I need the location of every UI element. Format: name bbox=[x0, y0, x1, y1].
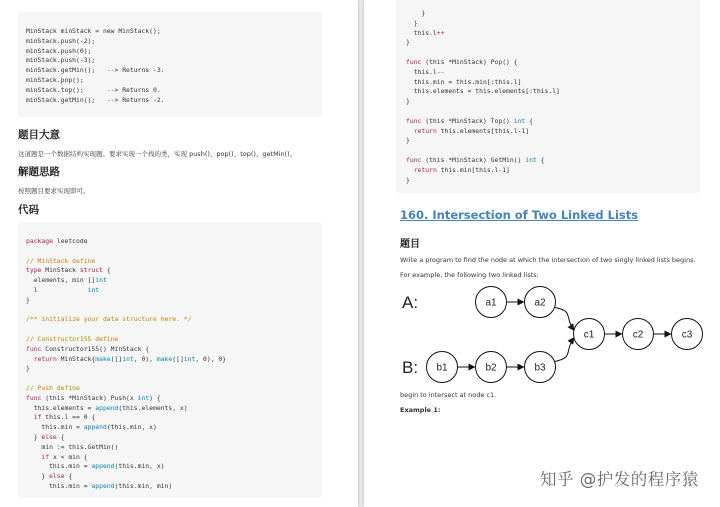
heading-idea: 解题思路 bbox=[18, 166, 60, 178]
heading-code: 代码 bbox=[18, 204, 39, 216]
code-line: this.min = append(this.min, x) bbox=[26, 423, 157, 432]
code-line: minStack.push(-2); bbox=[26, 36, 96, 45]
example-code-block bbox=[18, 12, 322, 117]
example-intro-text: For example, the following two linked lists: bbox=[400, 271, 539, 279]
code-line: } bbox=[406, 136, 410, 145]
node-a2 bbox=[525, 287, 556, 318]
node-label: b2 bbox=[485, 362, 497, 374]
summary-text: 这道题是一个数据结构实现题。要求实现一个栈的类，实现 push()、pop()、top()、getMin()。 bbox=[18, 150, 297, 158]
code-line: } bbox=[26, 295, 30, 304]
code-line bbox=[26, 247, 322, 257]
code-line bbox=[26, 374, 322, 384]
code-line: return this.elements[this.l-1] bbox=[413, 126, 530, 135]
code-line: elements, min []int bbox=[26, 276, 107, 285]
problem-text: Write a program to find the node at which the intersection of two singly linked lists begins. bbox=[400, 256, 696, 264]
node-label: c3 bbox=[681, 329, 693, 341]
code-line: this.l-- bbox=[406, 67, 445, 76]
code-line: this.elements = this.elements[:this.l] bbox=[406, 87, 560, 96]
node-b2 bbox=[476, 352, 507, 383]
code-line: func (this *MinStack) GetMin() int { bbox=[406, 155, 545, 164]
code-line: func (this *MinStack) Push(x int) { bbox=[26, 393, 161, 402]
code-line: } bbox=[26, 364, 30, 373]
node-c3 bbox=[672, 319, 703, 350]
code-line: MinStack minStack = new MinStack(); bbox=[26, 27, 161, 35]
code-line: // Push define bbox=[26, 383, 80, 392]
code-line: } else { bbox=[26, 432, 65, 441]
code-line: func (this *MinStack) Top() int { bbox=[406, 116, 533, 125]
node-c2 bbox=[623, 319, 654, 350]
node-label: b1 bbox=[436, 362, 448, 374]
code-line: this.min = append(this.min, x) bbox=[26, 462, 165, 471]
code-line: // Constructor155 define bbox=[26, 334, 119, 343]
left-document-page bbox=[0, 0, 358, 507]
code-line: } bbox=[406, 97, 410, 106]
idea-text: 按照题目要求实现即可。 bbox=[18, 187, 90, 195]
code-line bbox=[26, 325, 322, 335]
code-line: min := this.GetMin() bbox=[26, 442, 119, 451]
list-b-label: B: bbox=[402, 358, 419, 377]
right-document-page bbox=[364, 0, 720, 507]
heading-problem: 题目 bbox=[400, 239, 420, 250]
code-line: type MinStack struct { bbox=[26, 266, 111, 275]
solution-code-block bbox=[18, 222, 322, 498]
code-line: package leetcode bbox=[26, 237, 88, 245]
code-line: } bbox=[406, 18, 418, 27]
linked-lists-diagram bbox=[364, 0, 720, 507]
code-line: minStack.getMin(); --> Returns -2. bbox=[26, 95, 165, 104]
code-line: this.elements = append(this.elements, x) bbox=[26, 403, 188, 412]
code-line: minStack.getMin(); --> Returns -3. bbox=[26, 66, 165, 75]
code-line: if x < min { bbox=[41, 452, 88, 461]
code-line: func Constructor155() MinStack { bbox=[26, 344, 150, 353]
node-b3 bbox=[525, 352, 556, 383]
code-line: } bbox=[406, 9, 426, 17]
heading-summary: 题目大意 bbox=[18, 129, 60, 141]
code-line: minStack.top(); --> Returns 0. bbox=[26, 85, 161, 94]
code-line: minStack.push(-3); bbox=[26, 56, 96, 65]
node-label: a1 bbox=[485, 297, 497, 309]
arrow-a2-to-c1 bbox=[554, 307, 573, 330]
code-line: this.min = this.min[:this.l] bbox=[406, 77, 522, 86]
code-line: return this.min[this.l-1] bbox=[413, 165, 510, 174]
code-line: // MinStack define bbox=[26, 256, 96, 265]
code-line: l int bbox=[26, 285, 100, 294]
code-line bbox=[26, 306, 322, 316]
node-label: a2 bbox=[534, 297, 546, 309]
code-line: } bbox=[406, 175, 410, 184]
list-a-label: A: bbox=[402, 293, 419, 312]
code-line: /** initialize your data structure here. */ bbox=[26, 315, 192, 324]
problem-title-link[interactable]: 160. Intersection of Two Linked Lists bbox=[400, 208, 639, 222]
node-c1 bbox=[574, 319, 605, 350]
example-label: Example 1: bbox=[400, 406, 441, 414]
code-line: } else { bbox=[26, 472, 73, 481]
intersect-text: begin to intersect at node c1. bbox=[400, 391, 497, 399]
zhihu-watermark: 知乎 @护发的程序猿 bbox=[540, 470, 699, 489]
node-label: b3 bbox=[534, 362, 546, 374]
code-line: minStack.pop(); bbox=[26, 75, 84, 84]
code-line: this.min = append(this.min, min) bbox=[26, 481, 173, 490]
code-line: } bbox=[406, 38, 410, 47]
node-b1 bbox=[427, 352, 458, 383]
code-line: minStack.push(0); bbox=[26, 46, 92, 55]
code-line: func (this *MinStack) Pop() { bbox=[406, 57, 518, 66]
code-line: if this.l == 0 { bbox=[33, 413, 96, 422]
node-a1 bbox=[476, 287, 507, 318]
code-line: return MinStack{make([]int, 0), make([]int, 0), 0} bbox=[33, 354, 227, 363]
arrow-b3-to-c1 bbox=[554, 338, 573, 362]
code-line: this.l++ bbox=[406, 28, 445, 37]
node-label: c2 bbox=[632, 329, 644, 341]
node-label: c1 bbox=[583, 329, 595, 341]
